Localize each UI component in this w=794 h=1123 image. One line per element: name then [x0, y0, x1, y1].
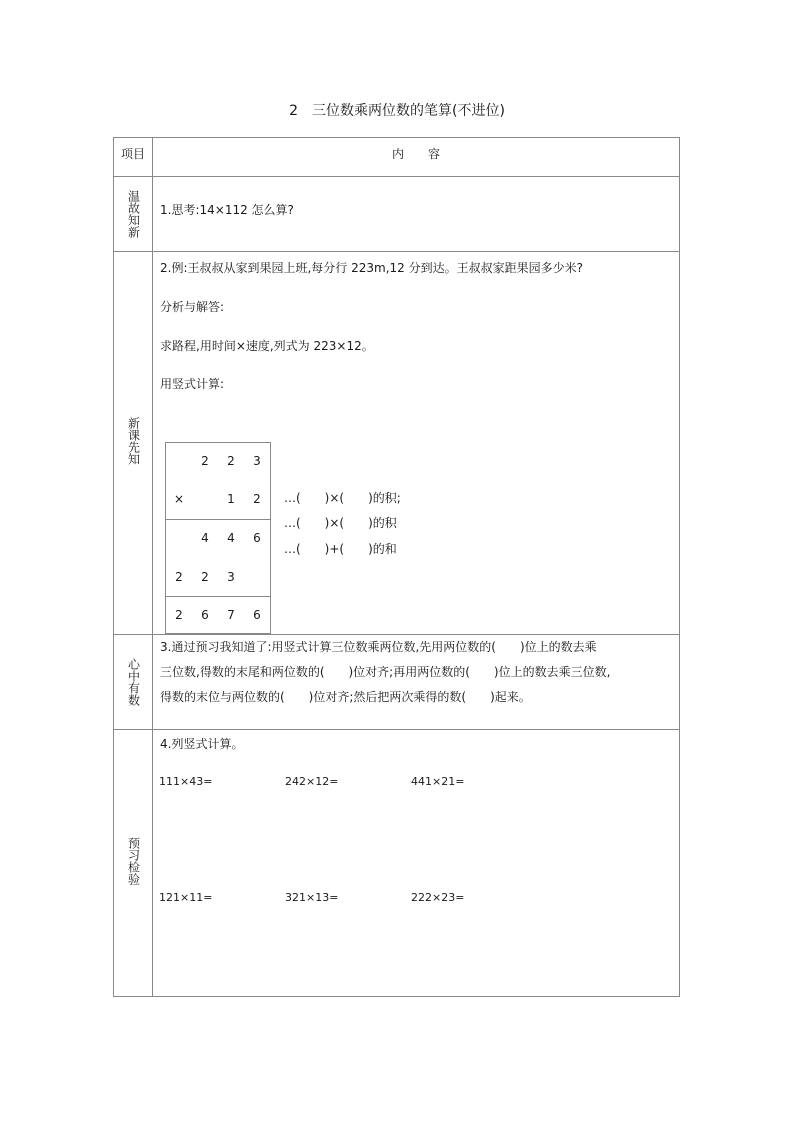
calc-digit: 2: [201, 454, 209, 468]
summary-line: 得数的末位与两位数的( )位对齐;然后把两次乘得的数( )起来。: [160, 690, 531, 704]
label-preview: 新课先知: [126, 417, 141, 465]
row-divider: [114, 251, 679, 252]
header-item: 项目: [120, 147, 145, 161]
label-check: 预习检验: [126, 837, 141, 885]
problem: 321×13=: [285, 891, 339, 904]
summary-line: 3.通过预习我知道了:用竖式计算三位数乘两位数,先用两位数的( )位上的数去乘: [160, 640, 597, 654]
calc-digit: 4: [201, 531, 209, 545]
worksheet-table: [113, 137, 680, 997]
review-question: 1.思考:14×112 怎么算?: [160, 203, 294, 217]
example-question: 2.例:王叔叔从家到果园上班,每分行 223m,12 分到达。王叔叔家距果园多少米?: [160, 261, 583, 275]
times-sign: ×: [173, 492, 185, 506]
note-first-product: …( )×( )的积;: [284, 491, 401, 505]
page-title: [0, 101, 794, 121]
title-text: 三位数乘两位数的笔算(不进位): [311, 103, 505, 119]
calc-digit: 4: [227, 531, 235, 545]
note-second-product: …( )×( )的积: [284, 516, 397, 530]
calc-digit: 7: [227, 608, 235, 622]
summary-paragraph: [160, 635, 680, 710]
calc-divider: [166, 596, 270, 597]
vertical-heading: 用竖式计算:: [160, 377, 225, 391]
calc-digit: 6: [253, 608, 261, 622]
calc-digit: 2: [253, 492, 261, 506]
problem: 441×21=: [411, 775, 465, 788]
column-divider: [152, 138, 153, 996]
calc-digit: 2: [175, 608, 183, 622]
calc-digit: 1: [227, 492, 235, 506]
problem: 242×12=: [285, 775, 339, 788]
calc-digit: 3: [227, 570, 235, 584]
vertical-calculation: [165, 442, 271, 634]
method-text: 求路程,用时间×速度,列式为 223×12。: [160, 339, 374, 353]
header-content: 内 容: [391, 147, 440, 161]
check-heading: 4.列竖式计算。: [160, 737, 244, 751]
calc-digit: 6: [201, 608, 209, 622]
label-mind: 心中有数: [126, 658, 141, 706]
row-divider: [114, 176, 679, 177]
row-divider: [114, 729, 679, 730]
calc-digit: 2: [201, 570, 209, 584]
title-number: 2: [289, 103, 298, 119]
note-sum: …( )+( )的和: [284, 542, 397, 556]
calc-divider: [166, 519, 270, 520]
summary-line: 三位数,得数的末尾和两位数的( )位对齐;再用两位数的( )位上的数去乘三位数,: [160, 665, 611, 679]
calc-digit: 6: [253, 531, 261, 545]
problem: 121×11=: [159, 891, 213, 904]
calc-digit: 2: [227, 454, 235, 468]
problem: 111×43=: [159, 775, 213, 788]
analysis-heading: 分析与解答:: [160, 300, 225, 314]
label-review: 温故知新: [126, 190, 141, 238]
calc-digit: 3: [253, 454, 261, 468]
problem: 222×23=: [411, 891, 465, 904]
calc-digit: 2: [175, 570, 183, 584]
